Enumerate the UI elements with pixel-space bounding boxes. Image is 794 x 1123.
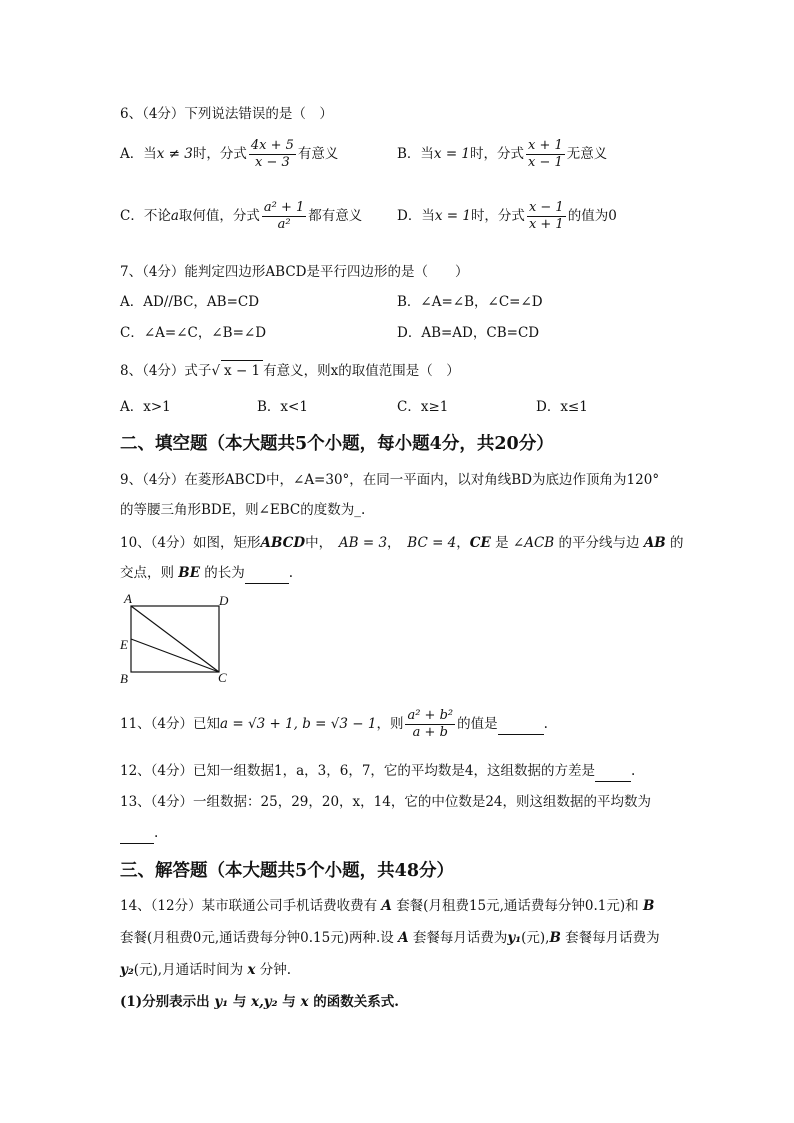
fraction: $\frac{x + 1}{x - 1}$ <box>528 138 563 170</box>
q8-stem: 8、（4分）式子√ x − 1 有意义，则x的取值范围是（ ） <box>120 360 460 381</box>
label-e: E <box>120 637 128 652</box>
diagonal-ac <box>131 606 219 672</box>
q10-line2: 交点，则 BE 的长为 . <box>120 563 293 584</box>
q6-option-c: C．不论a取何值，分式 $\frac{\text{a² + 1}}{\text{a²}}$ 都有意义 <box>120 200 363 232</box>
q14-line1: 14、（12分）某市联通公司手机话费收费有 A 套餐(月租费15元,通话费每分钟0.1元)和 B <box>120 898 655 914</box>
q6-option-a: A．当x ≠ 3时，分式 $\frac{4x + 5}{x - 3}$ 有意义 <box>120 138 339 170</box>
section-2-heading: 二、填空题（本大题共5个小题，每小题4分，共20分） <box>120 434 554 454</box>
q14-sub1: (1)分别表示出 y₁ 与 x,y₂ 与 x 的函数关系式. <box>120 994 399 1010</box>
q6-option-d: D．当x = 1时，分式 $\frac{x - 1}{x + 1}$ 的值为0 <box>397 200 617 232</box>
q8-option-a: A．x>1 <box>120 399 171 415</box>
q8-option-b: B．x<1 <box>257 399 308 415</box>
q10-line1: 10、（4分）如图，矩形ABCD中， AB = 3， BC = 4，CE 是 ∠ACB 的平分线与边 AB 的 <box>120 535 684 551</box>
q14-line2: 套餐(月租费0元,通话费每分钟0.15元)两种.设 A 套餐每月话费为y₁(元),B 套餐每月话费为 <box>120 930 660 946</box>
q7-option-a: A．AD//BC，AB=CD <box>120 294 260 310</box>
q11: 11、（4分）已知a = √3 + 1, b = √3 − 1，则 $\frac{\text{a² + b²}}{a + b}$ 的值是 . <box>120 708 548 740</box>
label-d: D <box>219 593 229 608</box>
label-a: A <box>124 591 132 606</box>
q7-stem: 7、（4分）能判定四边形ABCD是平行四边形的是（ ） <box>120 264 469 280</box>
q8-option-d: D．x≤1 <box>536 399 588 415</box>
q8-option-c: C．x≥1 <box>397 399 449 415</box>
q7-option-b: B．∠A=∠B，∠C=∠D <box>397 294 543 310</box>
q13-line2: . <box>120 823 158 844</box>
q6-stem: 6、（4分）下列说法错误的是（ ） <box>120 106 333 122</box>
fraction: $\frac{x - 1}{x + 1}$ <box>528 200 564 232</box>
segment-ce <box>131 639 219 672</box>
q7-option-d: D．AB=AD，CB=CD <box>397 325 540 341</box>
q13-line1: 13、（4分）一组数据：25，29，20，x，14，它的中位数是24，则这组数据的平均数为 <box>120 794 652 810</box>
label-b: B <box>120 671 128 686</box>
q9-line2: 的等腰三角形BDE，则∠EBC的度数为_. <box>120 502 366 518</box>
section-3-heading: 三、解答题（本大题共5个小题，共48分） <box>120 861 455 881</box>
q9-line1: 9、（4分）在菱形ABCD中，∠A=30°，在同一平面内，以对角线BD为底边作顶角为120° <box>120 472 660 488</box>
q12: 12、（4分）已知一组数据1，a，3，6，7，它的平均数是4，这组数据的方差是 . <box>120 761 635 782</box>
fraction: $\frac{\text{a² + 1}}{\text{a²}}$ <box>263 200 305 232</box>
q14-line3: y₂(元),月通话时间为 x 分钟. <box>120 962 292 978</box>
q7-option-c: C．∠A=∠C，∠B=∠D <box>120 325 267 341</box>
fraction: $\frac{4x + 5}{x - 3}$ <box>250 138 294 170</box>
fraction: $\frac{\text{a² + b²}}{a + b}$ <box>407 708 454 740</box>
q6-option-b: B．当x = 1时，分式 $\frac{x + 1}{x - 1}$ 无意义 <box>397 138 608 170</box>
label-c: C <box>218 670 227 685</box>
sqrt-symbol: √ <box>211 363 221 379</box>
